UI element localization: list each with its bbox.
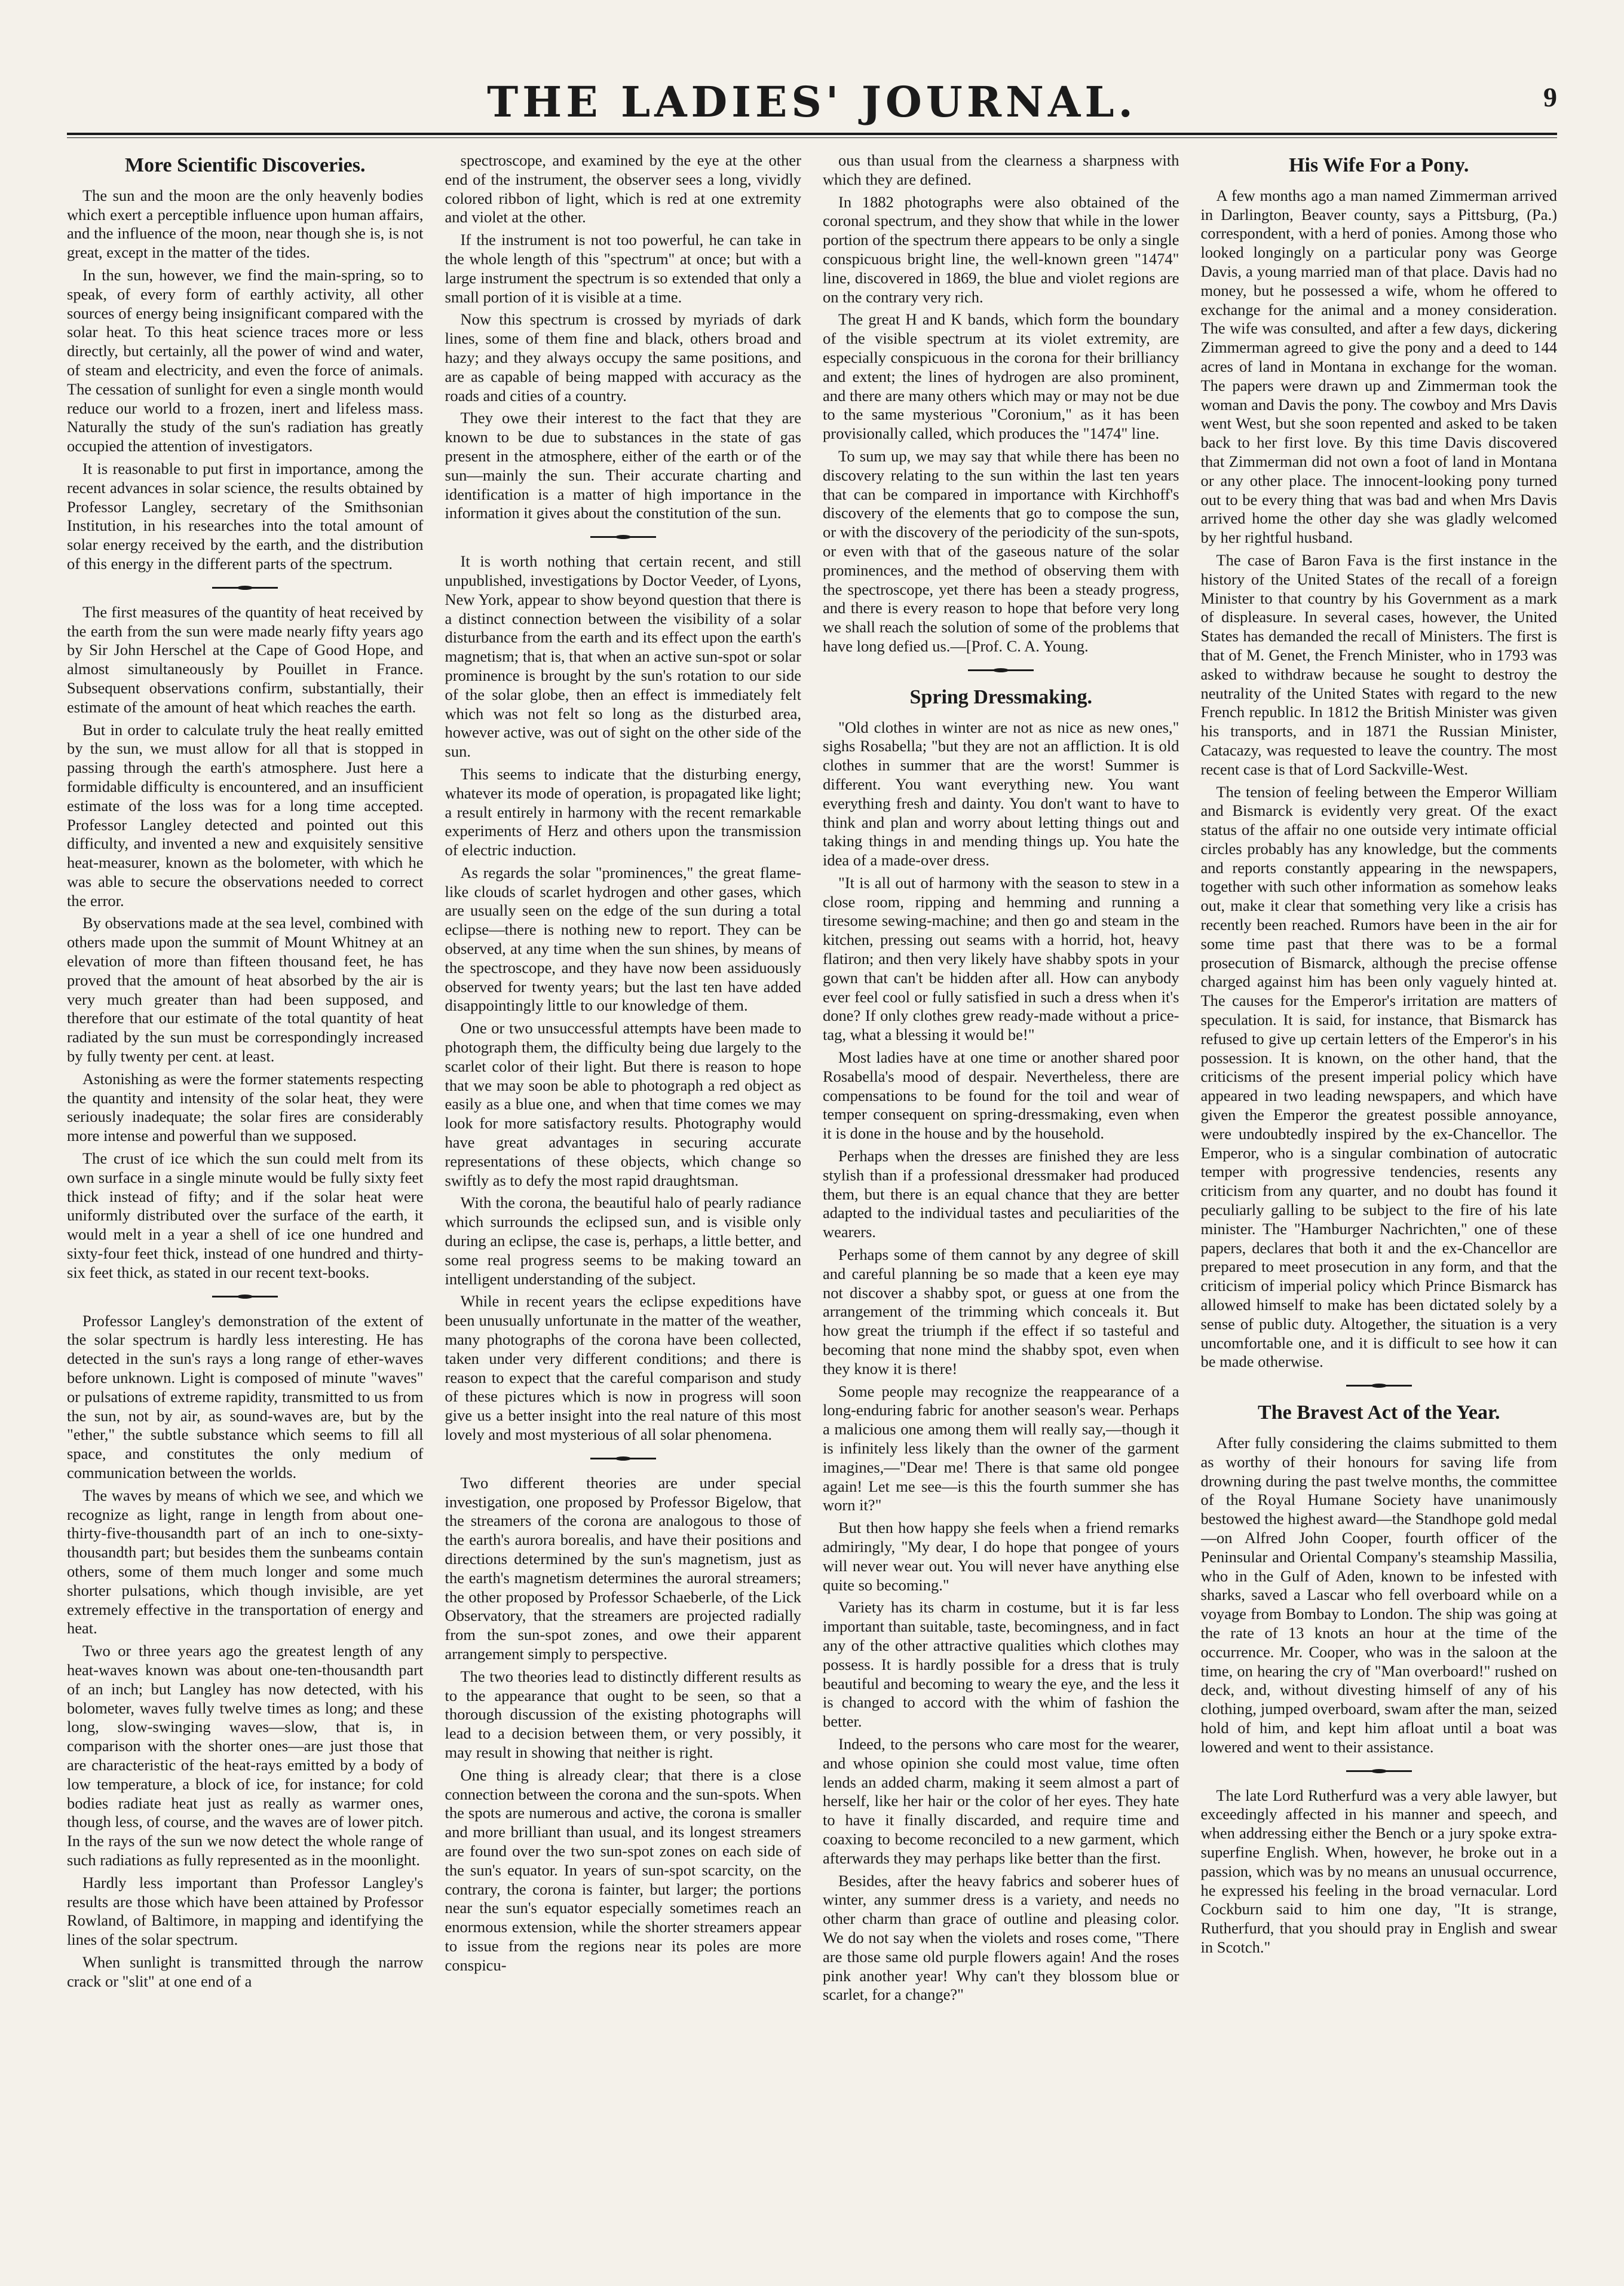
section-divider (1346, 1770, 1412, 1772)
article-heading: The Bravest Act of the Year. (1258, 1401, 1500, 1424)
article-paragraph: The late Lord Rutherfurd was a very able lawyer, but exceedingly affected in his manner and speech, and when addressing either the Bench or a jury spoke extra-superfine English. When, however, he broke out in a passion, which was by no means an unusual occurrence, he expressed his feeling in the broad vernacular. Lord Cockburn said to him one day, "It is strange, Rutherfurd, that you should pray in English and swear in Scotch." (1200, 1786, 1557, 1956)
article-paragraph: If the instrument is not too powerful, he can take in the whole length of this "spectrum" at once; but with a large instrument the spectrum is so extended that only a small portion of it is visible at a time. (445, 231, 801, 306)
article-paragraph: The sun and the moon are the only heavenly bodies which exert a perceptible influence upon human affairs, and the influence of the moon, near though she is, is not great, except in the matter of the tides. (67, 186, 424, 262)
article-paragraph: "It is all out of harmony with the season to stew in a close room, ripping and hemming and running a tiresome sewing-machine; and then go and steam in the kitchen, pressing out seams with a horrid, hot, heavy flatiron; and then very likely have shabby spots in your gown that can't be hidden after all. How can anybody ever feel cool or fully satisfied in such a dress when it's done? If only clothes grew ready-made without a price-tag, what a blessing it would be!" (823, 873, 1179, 1044)
article-paragraph: Astonishing as were the former statements respecting the quantity and intensity of the solar heat, they were seriously inadequate; the solar fires are considerably more intense and powerful than we supposed. (67, 1069, 424, 1145)
section-divider (590, 1458, 656, 1459)
article-paragraph: While in recent years the eclipse expeditions have been unusually unfortunate in the matter of the weather, many photographs of the corona have been collected, taken under very different conditions; and there is reason to expect that the careful comparison and study of these pictures which is now in progress will soon give us a better insight into the real nature of this most lovely and most mysterious of all solar phenomena. (445, 1292, 801, 1443)
article-heading: More Scientific Discoveries. (124, 154, 366, 176)
column-3 (823, 151, 1179, 2207)
section-divider (1346, 1385, 1412, 1387)
article-heading: Spring Dressmaking. (909, 686, 1092, 708)
article-paragraph: Two or three years ago the greatest length of any heat-waves known was about one-ten-thousandth part of an inch; but Langley has now detected, with his bolometer, waves fully twelve times as long; and these long, slow-swinging waves—slow, that is, in comparison with the shorter ones—are just those that are characteristic of the heat-rays emitted by a body of low temperature, a block of ice, for instance; for cold bodies radiate heat just as really as warmer ones, though less, of course, and the waves are of lower pitch. In the rays of the sun we now detect the whole range of such radiations as fully represented as in the moonlight. (67, 1642, 424, 1869)
article-paragraph: Perhaps when the dresses are finished they are less stylish than if a professional dressmaker had produced them, but there is an equal chance that they are better adapted to the individual tastes and peculiarities of the wearers. (823, 1147, 1179, 1241)
column-4 (1201, 151, 1558, 2207)
column-1 (67, 151, 424, 2207)
article-paragraph: The great H and K bands, which form the boundary of the visible spectrum at its violet extremity, are especially conspicuous in the corona for their brilliancy and extent; the lines of hydrogen are also prominent, and there are many others which may or may not be due to the same mysterious "Coronium," as it has been provisionally called, which produces the "1474" line. (823, 310, 1179, 443)
masthead-rule-thin (67, 137, 1557, 138)
masthead (67, 78, 1557, 127)
article-paragraph: One or two unsuccessful attempts have been made to photograph them, the difficulty being due largely to the scarlet color of their light. But there is reason to hope that we may soon be able to photograph a red object as easily as a blue one, and when that time comes we may look for more satisfactory results. Photography would have great advantages in securing accurate representations of these objects, which change so swiftly as to defy the most rapid draughtsman. (445, 1019, 801, 1189)
article-paragraph: Besides, after the heavy fabrics and soberer hues of winter, any summer dress is a variety, and needs no other charm than grace of outline and pleasing color. We do not say when the violets and roses come, "There are those same old purple flowers again! And the roses pink another year! Why can't they blossom blue or scarlet, for a change?" (823, 1871, 1179, 2004)
section-divider (590, 536, 656, 538)
article-paragraph: One thing is already clear; that there is a close connection between the corona and the sun-spots. When the spots are numerous and active, the corona is smaller and more brilliant than usual, and its longest streamers are found over the two sun-spot zones on each side of the sun's equator. In years of sun-spot scarcity, on the contrary, the corona is fainter, but larger; the portions near the sun's equator especially sometimes reach an enormous extension, while the shorter streamers appear to issue from the regions near its poles are more conspicu- (445, 1765, 801, 1974)
article-paragraph: The tension of feeling between the Emperor William and Bismarck is evidently very great. Of the exact status of the affair no one outside very intimate official circles probably has any knowledge, but the comments and reports constantly appearing in the newspapers, together with such other information as somehow leaks out, make it clear that something very like a crisis has recently been reached. Rumors have been in the air for some time past that there was to be a formal prosecution of Bismarck, although the precise offense charged against him has been only vaguely hinted at. The causes for the Emperor's irritation are matters of speculation. It is said, for instance, that Bismarck has refused to give up certain letters of the Emperor's in his possession. It is known, on the other hand, that the criticisms of the present imperial policy which have appeared in two leading newspapers, and which have given the Emperor the greatest possible annoyance, were undoubtedly inspired by the ex-Chancellor. The Emperor, who is a singular combination of autocratic temper with progressive tendencies, resents any criticism from any quarter, and no doubt has found it peculiarly galling to be subject to the fire of his late minister. The "Hamburger Nachrichten," one of these papers, declares that both it and the ex-Chancellor are prepared to meet prosecution in any form, and that the criticism of imperial policy which Prince Bismarck has allowed himself to make has been dictated solely by a sense of public duty. Altogether, the situation is a very uncomfortable one, and it is difficult to see how it can be made otherwise. (1200, 782, 1557, 1371)
article-paragraph: To sum up, we may say that while there has been no discovery relating to the sun within the last ten years that can be compared in importance with Kirchhoff's discovery of the elements that go to compose the sun, or with the discovery of the periodicity of the sun-spots, or even with that of the gaseous nature of the solar prominences, and the method of observing them with the spectroscope, yet there has been a steady progress, and there is every reason to hope that before very long we shall reach the solution of some of the problems that have long defied us.—[Prof. C. A. Young. (823, 446, 1179, 655)
article-paragraph: ous than usual from the clearness a sharpness with which they are defined. (823, 151, 1179, 188)
article-paragraph: A few months ago a man named Zimmerman arrived in Darlington, Beaver county, says a Pittsburg, (Pa.) correspondent, with a herd of ponies. Among those who looked longingly on a particular pony was George Davis, a young married man of that place. Davis had no money, but he possessed a wife, whom he offered to exchange for the animal and a money consideration. The wife was consulted, and after a few days, dickering Zimmerman agreed to give the pony and a deed to 144 acres of land in Montana in exchange for the woman. The papers were drawn up and Zimmerman took the woman and Davis the pony. The cowboy and Mrs Davis went West, but she soon repented and asked to be taken back to her first love. By this time Davis discovered that Zimmerman did not own a foot of land in Montana or any other place. The innocent-looking pony turned out to be every thing that was bad and when Mrs Davis arrived home the other day she was gladly welcomed by her rightful husband. (1200, 186, 1557, 547)
article-paragraph: spectroscope, and examined by the eye at the other end of the instrument, the observer sees a long, vividly colored ribbon of light, which is red at one extremity and violet at the other. (445, 151, 801, 227)
article-paragraph: Professor Langley's demonstration of the extent of the solar spectrum is hardly less interesting. He has detected in the sun's rays a long range of ether-waves before unknown. Light is composed of minute "waves" or pulsations of extreme rapidity, transmitted to us from the sun, not by air, as sound-waves are, but by the "ether," the subtle substance which seems to fill all space, and constitutes the only medium of communication between the worlds. (67, 1311, 424, 1482)
section-divider (212, 1296, 278, 1297)
article-paragraph: Indeed, to the persons who care most for the wearer, and whose opinion she could most value, time often lends an added charm, making it seem almost a part of herself, like her hair or the color of her eyes. They hate to have it finally discarded, and require time and coaxing to become reconciled to a new garment, which afterwards they may perhaps like better than the first. (823, 1734, 1179, 1867)
article-paragraph: But then how happy she feels when a friend remarks admiringly, "My dear, I do hope that pongee of yours will never wear out. You will never have anything else quite so becoming." (823, 1519, 1179, 1594)
article-paragraph: The two theories lead to distinctly different results as to the appearance that ought to be seen, so that a thorough discussion of the existing photographs will lead to a decision between them, or very possibly, it may result in showing that neither is right. (445, 1667, 801, 1761)
article-paragraph: Variety has its charm in costume, but it is far less important than suitable, taste, becomingness, and in fact any of the other attractive qualities which clothes may possess. It is hardly possible for a dress that is truly beautiful and becoming to weary the eye, and the less it is changed to accord with the whim of fashion the better. (823, 1598, 1179, 1731)
article-paragraph: In the sun, however, we find the main-spring, so to speak, of every form of earthly activity, all other sources of energy being insignificant compared with the solar heat. To this heat science traces more or less directly, but certainly, all the power of wind and water, of steam and electricity, and even the force of animals. The cessation of sunlight for even a single month would reduce our world to a frozen, inert and lifeless mass. Naturally the study of the sun's radiation has greatly occupied the attention of investigators. (67, 265, 424, 455)
article-paragraph: Two different theories are under special investigation, one proposed by Professor Bigelow, that the streamers of the corona are analogous to those of the earth's aurora borealis, and have their positions and directions determined by the sun's magnetism, just as the earth's magnetism determines the auroral streamers; the other proposed by Professor Schaeberle, of the Lick Observatory, that the streamers are projected radially from the sun-spot zones, and owe their apparent arrangement simply to perspective. (445, 1473, 801, 1663)
article-paragraph: Most ladies have at one time or another shared poor Rosabella's mood of despair. Nevertheless, there are compensations to be found for the toil and wear of temper consequent on spring-dressmaking, even when it is done in the house and by the household. (823, 1048, 1179, 1143)
article-paragraph: It is worth nothing that certain recent, and still unpublished, investigations by Doctor Veeder, of Lyons, New York, appear to show beyond question that there is a distinct connection between the visibility of a solar disturbance from the earth and its effect upon the earth's magnetism; that is, that when an active sun-spot or solar prominence is brought by the sun's rotation to our side of the solar globe, then an effect is immediately felt which was not felt so long as the disturbed area, however active, was out of sight on the other side of the sun. (445, 552, 801, 761)
article-paragraph: But in order to calculate truly the heat really emitted by the sun, we must allow for all that is stopped in passing through the earth's atmosphere. Just here a formidable difficulty is encountered, and an insufficient estimate of the loss was for a long time accepted. Professor Langley detected and pointed out this difficulty, and invented a new and exquisitely sensitive heat-measurer, known as the bolometer, with which he was able to secure the observations needed to correct the error. (67, 720, 424, 910)
article-paragraph: This seems to indicate that the disturbing energy, whatever its mode of operation, is propagated like light; a result entirely in harmony with the recent remarkable experiments of Herz and others upon the transmission of electric induction. (445, 764, 801, 859)
article-paragraph: Hardly less important than Professor Langley's results are those which have been attained by Professor Rowland, of Baltimore, in mapping and identifying the lines of the solar spectrum. (67, 1873, 424, 1949)
article-paragraph: It is reasonable to put first in importance, among the recent advances in solar science, the results obtained by Professor Langley, secretary of the Smithsonian Institution, in his researches into the total amount of solar energy received by the earth, and the distribution of this energy in the different parts of the spectrum. (67, 459, 424, 573)
page-number: 9 (1543, 82, 1557, 112)
article-paragraph: Perhaps some of them cannot by any degree of skill and careful planning be so made that a keen eye may not discover a shabby spot, or guess at one from the arrangement of the trimming which conceals it. But how great the triumph if the effect if so tasteful and becoming that none mind the shabby spot, even when they know it is there! (823, 1245, 1179, 1378)
article-paragraph: Some people may recognize the reappearance of a long-enduring fabric for another season's wear. Perhaps a malicious one among them will really say,—though it is infinitely less likely than the owner of the garment imagines,—"Dear me! There is that same old pongee again! Let me see—is this the fourth summer she has worn it?" (823, 1382, 1179, 1514)
article-heading: His Wife For a Pony. (1289, 154, 1469, 176)
article-paragraph: After fully considering the claims submitted to them as worthy of their honours for saving life from drowning during the past twelve months, the committee of the Royal Humane Society have unanimously bestowed the highest award—the Standhope gold medal—on Alfred John Cooper, fourth officer of the Peninsular and Oriental Company's steamship Massilia, who in the Gulf of Aden, known to be infested with sharks, saved a Lascar who fell overboard while on a voyage from Bombay to London. The ship was going at the rate of 13 knots an hour at the time of the occurrence. Mr. Cooper, who was in the saloon at the time, on hearing the cry of "Man overboard!" rushed on deck, and, without divesting himself of any of his clothing, jumped overboard, swam after the man, seized hold of him, and kept him afloat until a boat was lowered and went to their assistance. (1200, 1434, 1557, 1756)
article-paragraph: When sunlight is transmitted through the narrow crack or "slit" at one end of a (67, 1953, 424, 1990)
article-paragraph: The crust of ice which the sun could melt from its own surface in a single minute would be fully sixty feet thick instead of fifty; and if the solar heat were uniformly distributed over the surface of the earth, it would melt in a year a shell of ice one hundred and sixty-four feet thick, instead of one hundred and thirty-six feet thick, as stated in our recent text-books. (67, 1149, 424, 1281)
article-paragraph: As regards the solar "prominences," the great flame-like clouds of scarlet hydrogen and other gases, which are usually seen on the edge of the sun during a total eclipse—there is nothing new to report. They can be observed, at any time when the sun shines, by means of the spectroscope, and they have now been assiduously observed for twenty years; but the last ten have added disappointingly little to our knowledge of them. (445, 863, 801, 1015)
section-divider (968, 669, 1034, 671)
article-paragraph: The waves by means of which we see, and which we recognize as light, range in length from about one-thirty-five-thousandth part of an inch to one-sixty-thousandth part; but besides them the sunbeams contain others, some of them much longer and some much shorter pulsations, which though invisible, are yet extremely effective in the transportation of energy and heat. (67, 1486, 424, 1638)
article-paragraph: With the corona, the beautiful halo of pearly radiance which surrounds the eclipsed sun, and is visible only during an eclipse, the case is, perhaps, a little better, and some real progress seems to be making toward an intelligent understanding of the subject. (445, 1194, 801, 1288)
article-paragraph: They owe their interest to the fact that they are known to be due to substances in the state of gas present in the atmosphere, either of the earth or of the sun—mainly the sun. Their accurate charting and identification is a matter of high importance in the information it gives about the constitution of the sun. (445, 409, 801, 522)
masthead-rule (67, 133, 1557, 135)
article-columns (67, 151, 1557, 2207)
article-paragraph: Now this spectrum is crossed by myriads of dark lines, some of them fine and black, others broad and hazy; and they always occupy the same positions, and are as capable of being mapped with accuracy as the roads and cities of a country. (445, 310, 801, 405)
article-paragraph: In 1882 photographs were also obtained of the coronal spectrum, and they show that while in the lower portion of the spectrum there appears to be only a single conspicuous bright line, the well-known green "1474" line, discovered in 1869, the blue and violet regions are on the contrary very rich. (823, 192, 1179, 306)
column-2 (445, 151, 802, 2207)
article-paragraph: The first measures of the quantity of heat received by the earth from the sun were made nearly fifty years ago by Sir John Herschel at the Cape of Good Hope, and almost simultaneously by Pouillet in France. Subsequent observations confirm, substantially, their estimate of the amount of heat which reaches the earth. (67, 602, 424, 716)
article-paragraph: By observations made at the sea level, combined with others made upon the summit of Mount Whitney at an elevation of more than fifteen thousand feet, he has proved that the amount of heat absorbed by the air is very much greater than had been supposed, and therefore that our estimate of the total quantity of heat radiated by the sun must be correspondingly increased by fully twenty per cent. at least. (67, 914, 424, 1066)
article-paragraph: The case of Baron Fava is the first instance in the history of the United States of the recall of a foreign Minister to that country by his Government as a mark of displeasure. In several cases, however, the United States has demanded the recall of Ministers. The first is that of M. Genet, the French Minister, who in 1793 was asked to withdraw because he sought to destroy the neutrality of the United States with regard to the new French republic. In 1812 the British Minister was given his transports, and in 1871 the Russian Minister, Catacazy, was requested to leave the country. The most recent case is that of Lord Sackville-West. (1200, 550, 1557, 778)
masthead-title: THE LADIES' JOURNAL. (487, 77, 1137, 127)
section-divider (212, 587, 278, 589)
article-paragraph: "Old clothes in winter are not as nice as new ones," sighs Rosabella; "but they are not an affliction. It is old clothes in summer that are the worst! Summer is different. You want everything new. You want everything fresh and dainty. You don't want to have to think and plan and worry about letting things out and taking things in and mending things up. You hate the idea of a made-over dress. (823, 718, 1179, 870)
